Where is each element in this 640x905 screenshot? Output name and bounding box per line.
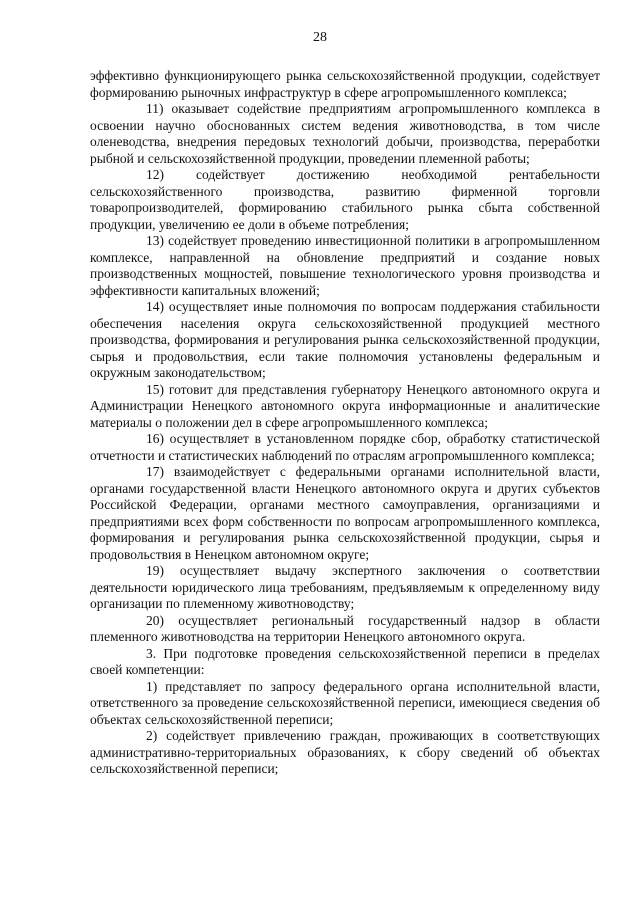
paragraph-item-16: 16) осуществляет в установленном порядке сбор, обработку статистической отчетности и статистических наблюдений по отраслям агропромышленного комплекса; bbox=[90, 431, 600, 463]
paragraph-item-17: 17) взаимодействует с федеральными органами исполнительной власти, органами государственной власти Ненецкого автономного округа и других субъектов Российской Федерации, органами местного самоуправления, организациями и предприятиями всех форм собственности по вопросам агропромышленного комплекса, формирования и регулирования рынка сельскохозяйственной продукции, сырья и продовольствия в Ненецком автономном округе; bbox=[90, 464, 600, 562]
paragraph-item-14: 14) осуществляет иные полномочия по вопросам поддержания стабильности обеспечения населения округа сельскохозяйственной продукцией местного производства, формирования и регулирования рынка сельскохозяйственной продукции, сырья и продовольствия, если такие полномочия установлены федеральным и окружным законодательством; bbox=[90, 299, 600, 380]
paragraph-subitem-1: 1) представляет по запросу федерального органа исполнительной власти, ответственного за проведение сельскохозяйственной переписи, имеющиеся сведения об объектах сельскохозяйственной переписи; bbox=[90, 678, 600, 727]
paragraph-item-12: 12) содействует достижению необходимой рентабельности сельскохозяйственного производства, развитию фирменной торговли товаропроизводителей, формированию стабильного рынка сбыта собственной продукции, увеличению ее доли в объеме потребления; bbox=[90, 167, 600, 232]
paragraph-subitem-2: 2) содействует привлечению граждан, проживающих в соответствующих административно-территориальных образованиях, к сбору сведений об объектах сельскохозяйственной переписи; bbox=[90, 728, 600, 776]
paragraph-continuation: эффективно функционирующего рынка сельскохозяйственной продукции, содействует формированию рыночных инфраструктур в сфере агропромышленного комплекса; bbox=[90, 68, 600, 100]
paragraph-item-20: 20) осуществляет региональный государственный надзор в области племенного животноводства на территории Ненецкого автономного округа. bbox=[90, 612, 600, 644]
paragraph-section-3: 3. При подготовке проведения сельскохозяйственной переписи в пределах своей компетенции: bbox=[90, 645, 600, 677]
paragraph-item-19: 19) осуществляет выдачу экспертного заключения о соответствии деятельности юридического лица требованиям, предъявляемым к определенному виду организации по племенному животноводству; bbox=[90, 563, 600, 611]
paragraph-item-15: 15) готовит для представления губернатору Ненецкого автономного округа и Администрации Ненецкого автономного округа информационные и аналитические материалы о положении дел в сфере агропромышленного комплекса; bbox=[90, 381, 600, 430]
document-body bbox=[90, 68, 600, 778]
paragraph-item-13: 13) содействует проведению инвестиционной политики в агропромышленном комплексе, направленной на обновление предприятий и создание новых производственных мощностей, повышение технологического уровня производства и эффективности капитальных вложений; bbox=[90, 233, 600, 298]
page-number: 28 bbox=[313, 30, 327, 45]
paragraph-item-11: 11) оказывает содействие предприятиям агропромышленного комплекса в освоении научно обоснованных систем ведения животноводства, в том числе оленеводства, внедрения передовых технологий добычи, производства, переработки рыбной и сельскохозяйственной продукции, проведении племенной работы; bbox=[90, 101, 600, 166]
